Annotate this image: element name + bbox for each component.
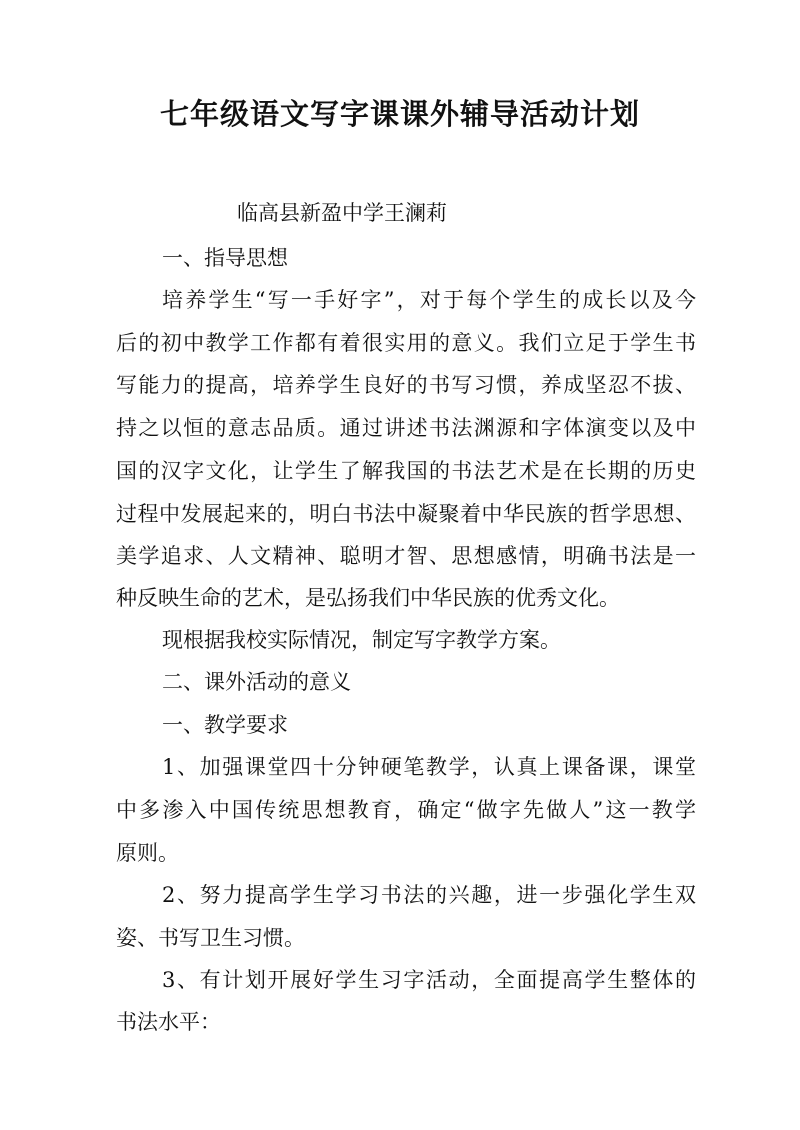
- paragraph-line: 种反映生命的艺术，是弘扬我们中华民族的优秀文化。: [116, 586, 620, 610]
- list-item-line: 中多渗入中国传统思想教育，确定“做字先做人”这一教学: [116, 798, 696, 822]
- section-heading-guiding-ideology: 一、指导思想: [162, 246, 288, 270]
- list-item-line: 原则。: [116, 841, 179, 865]
- document-title: 七年级语文写字课课外辅导活动计划: [159, 97, 640, 131]
- section-heading-requirements: 一、教学要求: [162, 713, 288, 737]
- list-item-line: 1、加强课堂四十分钟硬笔教学，认真上课备课，课堂: [162, 755, 696, 779]
- paragraph-line: 写能力的提高，培养学生良好的书写习惯，养成坚忍不拔、: [116, 373, 696, 397]
- author-line: 临高县新盈中学王澜莉: [237, 201, 447, 225]
- list-item-line: 2、努力提高学生学习书法的兴趣，进一步强化学生双: [162, 883, 696, 907]
- list-item-line: 书法水平：: [116, 1010, 221, 1034]
- section-heading-significance: 二、课外活动的意义: [162, 670, 351, 694]
- list-item-line: 姿、书写卫生习惯。: [116, 926, 305, 950]
- paragraph-line: 培养学生“写一手好字”，对于每个学生的成长以及今: [162, 288, 696, 312]
- paragraph-line: 国的汉字文化，让学生了解我国的书法艺术是在长期的历史: [116, 459, 696, 483]
- paragraph-line: 美学追求、人文精神、聪明才智、思想感情，明确书法是一: [116, 544, 696, 568]
- paragraph-line: 持之以恒的意志品质。通过讲述书法渊源和字体演变以及中: [116, 416, 696, 440]
- list-item-line: 3、有计划开展好学生习字活动，全面提高学生整体的: [162, 968, 696, 992]
- paragraph-line: 过程中发展起来的，明白书法中凝聚着中华民族的哲学思想、: [116, 502, 696, 526]
- paragraph-line: 后的初中教学工作都有着很实用的意义。我们立足于学生书: [116, 331, 696, 355]
- paragraph-plan: 现根据我校实际情况，制定写字教学方案。: [162, 628, 561, 652]
